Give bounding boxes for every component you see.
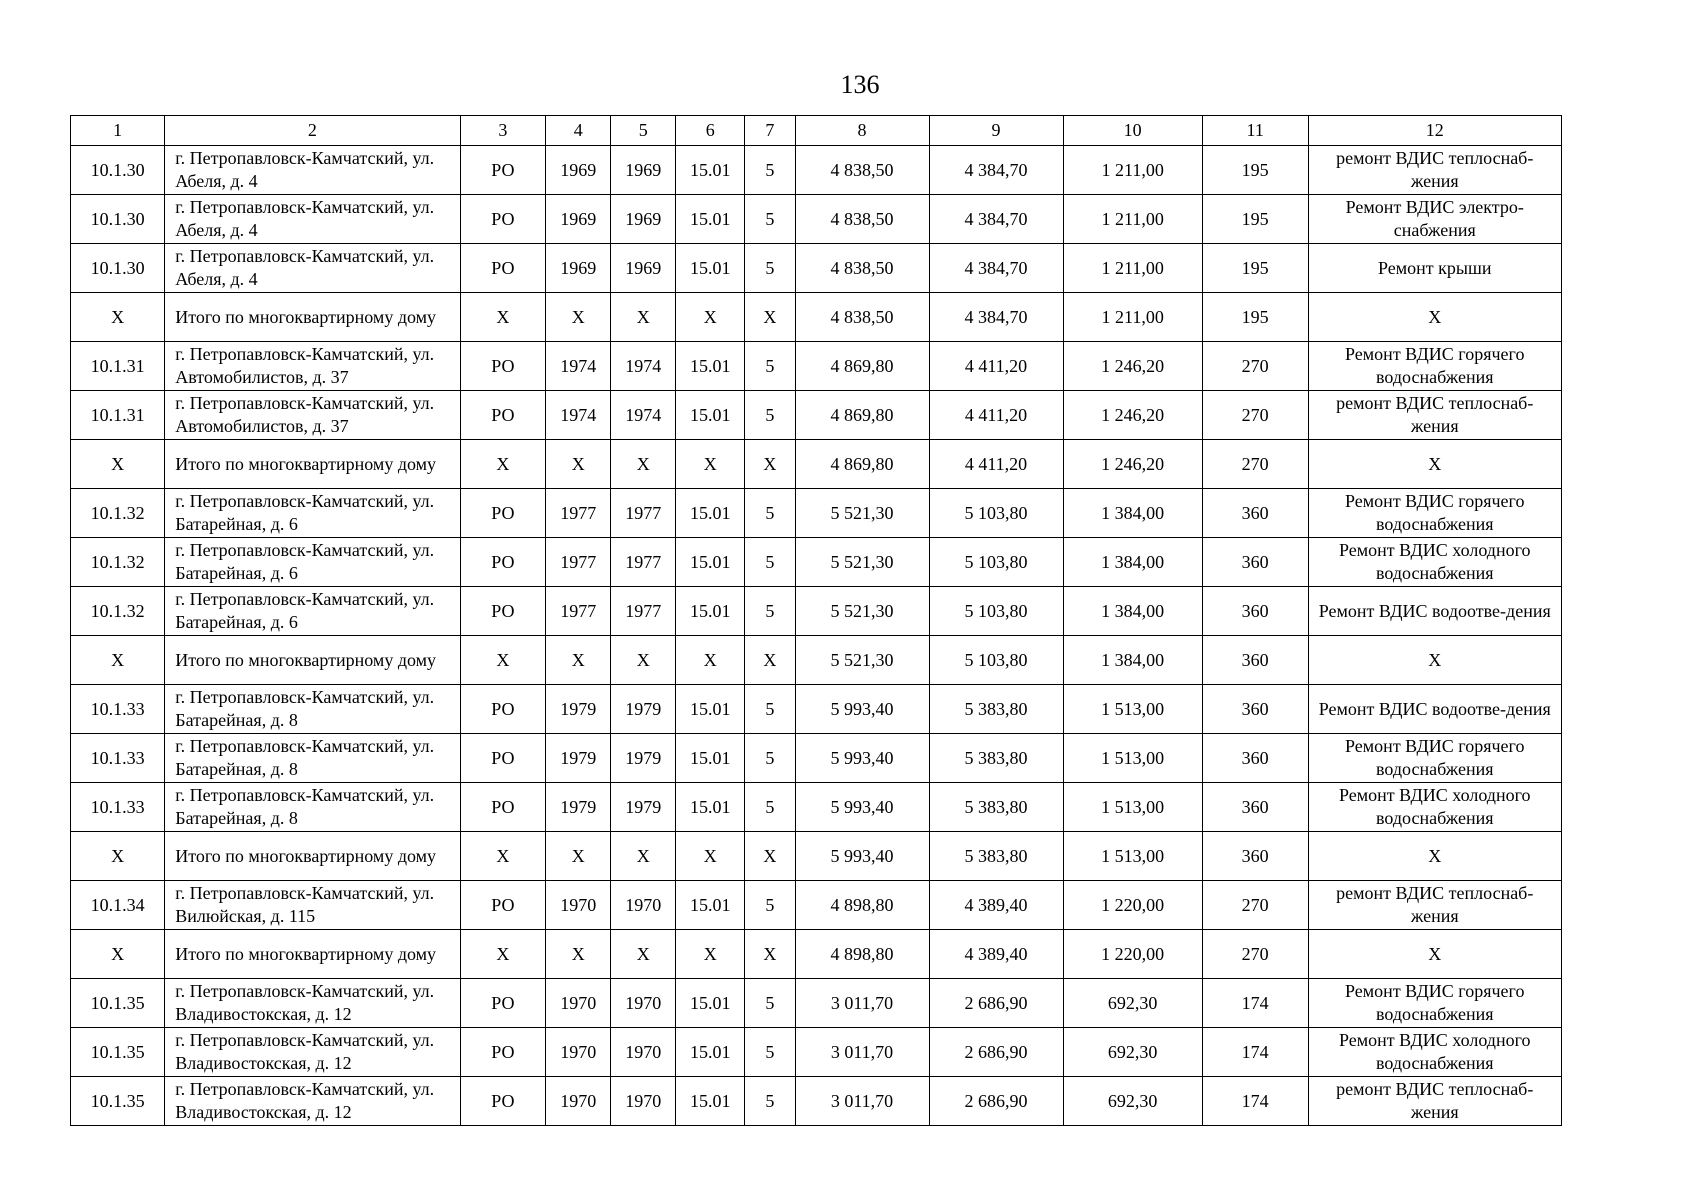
col-address: г. Петропавловск-Камчатский, ул. Батарейная, д. 8: [165, 734, 460, 783]
col-year-commission: 1969: [611, 146, 676, 195]
col-work: Ремонт ВДИС горячего водоснабжения: [1308, 489, 1561, 538]
col-year-built: 1969: [546, 244, 611, 293]
col-num: 10.1.30: [71, 195, 165, 244]
col-area-other: 1 513,00: [1063, 734, 1202, 783]
col-address: г. Петропавловск-Камчатский, ул. Автомобилистов, д. 37: [165, 391, 460, 440]
col-num: 10.1.30: [71, 146, 165, 195]
table-row: [71, 636, 1562, 685]
col-area-living: 5 383,80: [929, 832, 1063, 881]
col-type: Х: [460, 930, 546, 979]
col-area-total: 4 838,50: [795, 293, 929, 342]
col-year-commission: 1969: [611, 244, 676, 293]
table-row: [71, 538, 1562, 587]
col-year-commission: 1977: [611, 489, 676, 538]
col-floors: 5: [745, 1077, 795, 1126]
col-year-commission: Х: [611, 636, 676, 685]
col-residents: 360: [1202, 587, 1308, 636]
col-type: Х: [460, 293, 546, 342]
col-num: 10.1.35: [71, 979, 165, 1028]
col-type: РО: [460, 538, 546, 587]
col-area-living: 2 686,90: [929, 1028, 1063, 1077]
col-floors: 5: [745, 195, 795, 244]
col-year-commission: 1970: [611, 1028, 676, 1077]
col-floors: 5: [745, 685, 795, 734]
col-area-total: 3 011,70: [795, 1077, 929, 1126]
col-area-living: 5 103,80: [929, 538, 1063, 587]
table-row: [71, 881, 1562, 930]
col-code: 15.01: [676, 1028, 745, 1077]
col-year-built: 1969: [546, 195, 611, 244]
col-floors: 5: [745, 979, 795, 1028]
col-year-built: 1979: [546, 685, 611, 734]
col-floors: Х: [745, 930, 795, 979]
table-row: [71, 783, 1562, 832]
col-area-living: 5 103,80: [929, 636, 1063, 685]
col-num: 10.1.32: [71, 587, 165, 636]
col-residents: 195: [1202, 244, 1308, 293]
column-header-1: 1: [71, 116, 165, 146]
col-year-built: Х: [546, 293, 611, 342]
table-row: [71, 440, 1562, 489]
col-area-total: 5 993,40: [795, 832, 929, 881]
col-num: 10.1.35: [71, 1028, 165, 1077]
col-area-other: 1 246,20: [1063, 342, 1202, 391]
col-area-living: 4 384,70: [929, 293, 1063, 342]
col-year-built: 1977: [546, 587, 611, 636]
col-address: Итого по многоквартирному дому: [165, 930, 460, 979]
col-residents: 360: [1202, 489, 1308, 538]
col-area-living: 5 103,80: [929, 587, 1063, 636]
col-work: Х: [1308, 930, 1561, 979]
col-address: г. Петропавловск-Камчатский, ул. Батарейная, д. 8: [165, 783, 460, 832]
col-area-other: 1 513,00: [1063, 783, 1202, 832]
col-code: 15.01: [676, 783, 745, 832]
col-area-living: 2 686,90: [929, 979, 1063, 1028]
col-area-total: 4 838,50: [795, 244, 929, 293]
col-code: Х: [676, 293, 745, 342]
col-floors: 5: [745, 244, 795, 293]
column-header-6: 6: [676, 116, 745, 146]
col-type: РО: [460, 391, 546, 440]
col-year-commission: 1979: [611, 783, 676, 832]
col-work: ремонт ВДИС теплоснаб-жения: [1308, 881, 1561, 930]
col-area-total: 5 521,30: [795, 636, 929, 685]
col-area-other: 1 246,20: [1063, 391, 1202, 440]
table-row: [71, 587, 1562, 636]
col-year-commission: 1969: [611, 195, 676, 244]
col-residents: 360: [1202, 636, 1308, 685]
col-code: Х: [676, 930, 745, 979]
table-row: [71, 391, 1562, 440]
col-code: Х: [676, 636, 745, 685]
col-code: 15.01: [676, 538, 745, 587]
col-year-built: 1977: [546, 489, 611, 538]
col-residents: 195: [1202, 195, 1308, 244]
col-year-built: 1977: [546, 538, 611, 587]
col-residents: 270: [1202, 342, 1308, 391]
page-number: 136: [840, 70, 880, 99]
col-area-other: 692,30: [1063, 1077, 1202, 1126]
col-num: 10.1.32: [71, 538, 165, 587]
col-area-other: 692,30: [1063, 1028, 1202, 1077]
col-type: Х: [460, 440, 546, 489]
col-area-total: 4 898,80: [795, 881, 929, 930]
col-floors: Х: [745, 440, 795, 489]
col-area-living: 4 411,20: [929, 391, 1063, 440]
col-type: РО: [460, 979, 546, 1028]
col-year-commission: 1970: [611, 1077, 676, 1126]
col-year-commission: 1977: [611, 587, 676, 636]
col-work: Ремонт ВДИС холодного водоснабжения: [1308, 538, 1561, 587]
col-year-commission: Х: [611, 293, 676, 342]
col-area-total: 4 869,80: [795, 440, 929, 489]
col-code: 15.01: [676, 342, 745, 391]
col-num: 10.1.33: [71, 685, 165, 734]
col-area-total: 5 521,30: [795, 587, 929, 636]
col-year-commission: 1979: [611, 685, 676, 734]
col-work: Х: [1308, 832, 1561, 881]
col-residents: 360: [1202, 685, 1308, 734]
col-year-built: 1979: [546, 734, 611, 783]
col-area-living: 2 686,90: [929, 1077, 1063, 1126]
col-num: Х: [71, 293, 165, 342]
col-num: Х: [71, 832, 165, 881]
col-work: ремонт ВДИС теплоснаб-жения: [1308, 391, 1561, 440]
col-type: РО: [460, 195, 546, 244]
col-residents: 174: [1202, 1028, 1308, 1077]
col-code: Х: [676, 832, 745, 881]
col-year-commission: Х: [611, 832, 676, 881]
col-code: 15.01: [676, 195, 745, 244]
col-area-other: 1 384,00: [1063, 636, 1202, 685]
col-work: Х: [1308, 636, 1561, 685]
col-work: Ремонт ВДИС водоотве-дения: [1308, 587, 1561, 636]
col-residents: 360: [1202, 783, 1308, 832]
col-year-built: 1974: [546, 391, 611, 440]
col-code: 15.01: [676, 489, 745, 538]
col-address: г. Петропавловск-Камчатский, ул. Автомобилистов, д. 37: [165, 342, 460, 391]
col-type: Х: [460, 636, 546, 685]
col-num: Х: [71, 930, 165, 979]
col-area-living: 5 383,80: [929, 685, 1063, 734]
col-code: Х: [676, 440, 745, 489]
col-floors: 5: [745, 538, 795, 587]
col-work: ремонт ВДИС теплоснаб-жения: [1308, 1077, 1561, 1126]
column-header-11: 11: [1202, 116, 1308, 146]
col-area-living: 5 383,80: [929, 783, 1063, 832]
col-area-total: 5 521,30: [795, 489, 929, 538]
col-year-built: 1974: [546, 342, 611, 391]
col-year-commission: 1974: [611, 342, 676, 391]
col-num: 10.1.33: [71, 783, 165, 832]
col-num: 10.1.32: [71, 489, 165, 538]
col-code: 15.01: [676, 1077, 745, 1126]
col-floors: Х: [745, 293, 795, 342]
col-code: 15.01: [676, 685, 745, 734]
col-year-commission: 1974: [611, 391, 676, 440]
col-code: 15.01: [676, 244, 745, 293]
col-area-living: 4 384,70: [929, 146, 1063, 195]
col-type: РО: [460, 734, 546, 783]
table-row: [71, 1077, 1562, 1126]
col-residents: 270: [1202, 881, 1308, 930]
col-area-living: 4 384,70: [929, 244, 1063, 293]
col-address: Итого по многоквартирному дому: [165, 832, 460, 881]
col-work: Ремонт ВДИС электро-снабжения: [1308, 195, 1561, 244]
col-area-total: 5 993,40: [795, 734, 929, 783]
col-residents: 270: [1202, 391, 1308, 440]
col-residents: 174: [1202, 979, 1308, 1028]
col-num: 10.1.35: [71, 1077, 165, 1126]
table-row: [71, 146, 1562, 195]
column-header-2: 2: [165, 116, 460, 146]
col-num: 10.1.33: [71, 734, 165, 783]
col-floors: 5: [745, 1028, 795, 1077]
col-area-other: 692,30: [1063, 979, 1202, 1028]
table-header-row: [71, 116, 1562, 146]
col-floors: 5: [745, 587, 795, 636]
col-area-total: 4 869,80: [795, 342, 929, 391]
col-floors: 5: [745, 146, 795, 195]
data-table: [70, 115, 1562, 1126]
col-floors: 5: [745, 342, 795, 391]
col-floors: 5: [745, 489, 795, 538]
col-work: Ремонт ВДИС горячего водоснабжения: [1308, 734, 1561, 783]
col-num: 10.1.34: [71, 881, 165, 930]
col-area-other: 1 211,00: [1063, 244, 1202, 293]
col-work: Ремонт ВДИС холодного водоснабжения: [1308, 1028, 1561, 1077]
col-year-commission: 1977: [611, 538, 676, 587]
col-residents: 360: [1202, 832, 1308, 881]
col-address: Итого по многоквартирному дому: [165, 440, 460, 489]
col-area-total: 4 869,80: [795, 391, 929, 440]
table-row: [71, 832, 1562, 881]
col-year-built: Х: [546, 636, 611, 685]
col-area-other: 1 220,00: [1063, 881, 1202, 930]
col-address: г. Петропавловск-Камчатский, ул. Вилюйская, д. 115: [165, 881, 460, 930]
col-year-built: Х: [546, 832, 611, 881]
col-work: Х: [1308, 440, 1561, 489]
table-row: [71, 342, 1562, 391]
col-year-built: 1970: [546, 1028, 611, 1077]
column-header-12: 12: [1308, 116, 1561, 146]
col-work: Ремонт ВДИС горячего водоснабжения: [1308, 342, 1561, 391]
col-residents: 174: [1202, 1077, 1308, 1126]
col-area-other: 1 513,00: [1063, 685, 1202, 734]
col-work: Ремонт ВДИС холодного водоснабжения: [1308, 783, 1561, 832]
col-type: Х: [460, 832, 546, 881]
column-header-10: 10: [1063, 116, 1202, 146]
col-address: г. Петропавловск-Камчатский, ул. Владивостокская, д. 12: [165, 1028, 460, 1077]
col-year-built: 1970: [546, 881, 611, 930]
col-work: Х: [1308, 293, 1561, 342]
col-year-built: 1970: [546, 1077, 611, 1126]
col-year-built: Х: [546, 930, 611, 979]
col-address: г. Петропавловск-Камчатский, ул. Батарейная, д. 6: [165, 489, 460, 538]
col-work: ремонт ВДИС теплоснаб-жения: [1308, 146, 1561, 195]
col-num: 10.1.31: [71, 391, 165, 440]
col-type: РО: [460, 783, 546, 832]
column-header-4: 4: [546, 116, 611, 146]
col-area-total: 5 993,40: [795, 783, 929, 832]
col-year-commission: Х: [611, 930, 676, 979]
col-residents: 360: [1202, 734, 1308, 783]
col-area-other: 1 211,00: [1063, 195, 1202, 244]
table-row: [71, 930, 1562, 979]
column-header-9: 9: [929, 116, 1063, 146]
table-row: [71, 195, 1562, 244]
col-area-other: 1 384,00: [1063, 538, 1202, 587]
col-floors: 5: [745, 391, 795, 440]
col-area-total: 3 011,70: [795, 979, 929, 1028]
col-code: 15.01: [676, 881, 745, 930]
col-residents: 195: [1202, 146, 1308, 195]
col-type: РО: [460, 146, 546, 195]
col-area-other: 1 384,00: [1063, 489, 1202, 538]
col-type: РО: [460, 587, 546, 636]
col-floors: 5: [745, 734, 795, 783]
col-address: г. Петропавловск-Камчатский, ул. Батарейная, д. 6: [165, 587, 460, 636]
col-residents: 360: [1202, 538, 1308, 587]
col-area-living: 4 389,40: [929, 881, 1063, 930]
col-area-other: 1 246,20: [1063, 440, 1202, 489]
col-address: г. Петропавловск-Камчатский, ул. Владивостокская, д. 12: [165, 1077, 460, 1126]
col-area-total: 4 898,80: [795, 930, 929, 979]
column-header-8: 8: [795, 116, 929, 146]
table-row: [71, 244, 1562, 293]
column-header-3: 3: [460, 116, 546, 146]
table-row: [71, 1028, 1562, 1077]
col-code: 15.01: [676, 146, 745, 195]
table-row: [71, 685, 1562, 734]
col-address: г. Петропавловск-Камчатский, ул. Абеля, д. 4: [165, 146, 460, 195]
col-code: 15.01: [676, 979, 745, 1028]
col-area-other: 1 211,00: [1063, 293, 1202, 342]
table-row: [71, 979, 1562, 1028]
col-year-built: 1970: [546, 979, 611, 1028]
column-header-7: 7: [745, 116, 795, 146]
column-header-5: 5: [611, 116, 676, 146]
col-type: РО: [460, 881, 546, 930]
col-area-living: 4 389,40: [929, 930, 1063, 979]
col-area-total: 5 521,30: [795, 538, 929, 587]
col-area-total: 4 838,50: [795, 146, 929, 195]
col-area-total: 3 011,70: [795, 1028, 929, 1077]
col-year-commission: 1970: [611, 979, 676, 1028]
col-type: РО: [460, 342, 546, 391]
col-type: РО: [460, 1077, 546, 1126]
col-type: РО: [460, 1028, 546, 1077]
col-area-living: 4 411,20: [929, 440, 1063, 489]
col-work: Ремонт ВДИС водоотве-дения: [1308, 685, 1561, 734]
col-area-total: 4 838,50: [795, 195, 929, 244]
col-num: Х: [71, 636, 165, 685]
col-year-built: 1979: [546, 783, 611, 832]
col-num: 10.1.31: [71, 342, 165, 391]
col-code: 15.01: [676, 734, 745, 783]
table-row: [71, 489, 1562, 538]
col-area-living: 4 384,70: [929, 195, 1063, 244]
col-year-commission: 1970: [611, 881, 676, 930]
col-area-other: 1 211,00: [1063, 146, 1202, 195]
col-year-commission: Х: [611, 440, 676, 489]
col-area-other: 1 513,00: [1063, 832, 1202, 881]
col-floors: 5: [745, 881, 795, 930]
col-residents: 270: [1202, 930, 1308, 979]
col-work: Ремонт ВДИС горячего водоснабжения: [1308, 979, 1561, 1028]
col-area-other: 1 220,00: [1063, 930, 1202, 979]
col-code: 15.01: [676, 391, 745, 440]
col-address: г. Петропавловск-Камчатский, ул. Абеля, д. 4: [165, 244, 460, 293]
col-residents: 270: [1202, 440, 1308, 489]
col-type: РО: [460, 685, 546, 734]
col-type: РО: [460, 489, 546, 538]
col-floors: Х: [745, 832, 795, 881]
col-address: г. Петропавловск-Камчатский, ул. Батарейная, д. 6: [165, 538, 460, 587]
col-address: г. Петропавловск-Камчатский, ул. Владивостокская, д. 12: [165, 979, 460, 1028]
col-area-living: 5 103,80: [929, 489, 1063, 538]
col-residents: 195: [1202, 293, 1308, 342]
col-address: г. Петропавловск-Камчатский, ул. Батарейная, д. 8: [165, 685, 460, 734]
table-row: [71, 734, 1562, 783]
col-year-commission: 1979: [611, 734, 676, 783]
col-area-total: 5 993,40: [795, 685, 929, 734]
col-area-other: 1 384,00: [1063, 587, 1202, 636]
col-code: 15.01: [676, 587, 745, 636]
col-address: г. Петропавловск-Камчатский, ул. Абеля, д. 4: [165, 195, 460, 244]
col-num: Х: [71, 440, 165, 489]
col-num: 10.1.30: [71, 244, 165, 293]
col-area-living: 5 383,80: [929, 734, 1063, 783]
col-address: Итого по многоквартирному дому: [165, 636, 460, 685]
col-work: Ремонт крыши: [1308, 244, 1561, 293]
col-floors: 5: [745, 783, 795, 832]
col-floors: Х: [745, 636, 795, 685]
table-row: [71, 293, 1562, 342]
col-area-living: 4 411,20: [929, 342, 1063, 391]
col-address: Итого по многоквартирному дому: [165, 293, 460, 342]
col-year-built: 1969: [546, 146, 611, 195]
col-type: РО: [460, 244, 546, 293]
col-year-built: Х: [546, 440, 611, 489]
